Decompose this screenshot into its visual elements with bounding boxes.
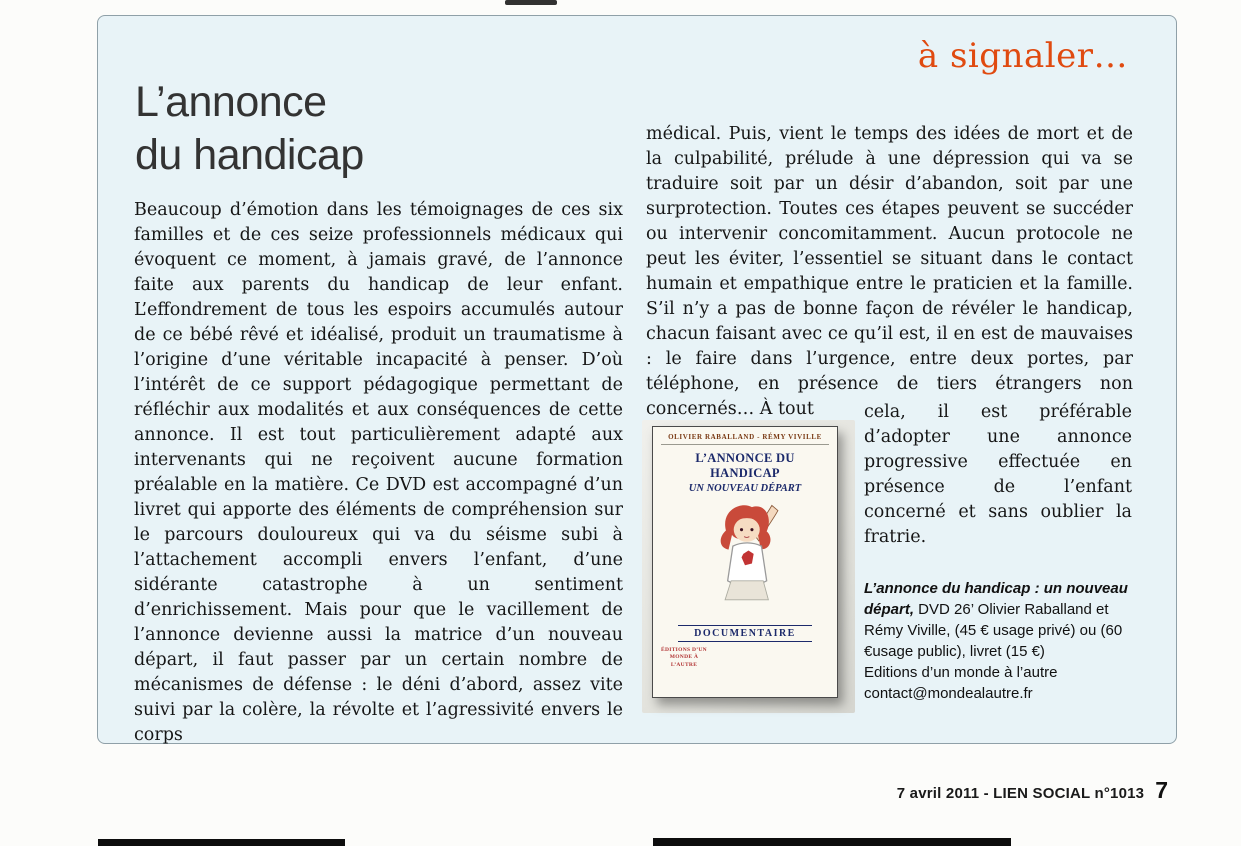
article-title <box>135 76 364 182</box>
scan-artifact-bottom-left <box>98 839 345 846</box>
dvd-cover <box>652 426 838 698</box>
dvd-caption-title: L’annonce du handicap : un nouveau départ, <box>864 580 1128 618</box>
dvd-genre-label: DOCUMENTAIRE <box>678 625 812 642</box>
dvd-caption-email: contact@mondealautre.fr <box>864 685 1033 702</box>
scan-artifact-top <box>505 0 557 5</box>
page-footer <box>897 777 1168 804</box>
dvd-caption-publisher: Editions d’un monde à l’autre <box>864 664 1058 681</box>
footer-page-number: 7 <box>1155 777 1168 803</box>
dvd-subtitle: UN NOUVEAU DÉPART <box>688 483 802 494</box>
article-right-column-continued: cela, il est préférable d’adopter une annonce progressive effectuée en présence de l’enfant concerné et sans oublier la fratrie. <box>864 402 1132 547</box>
footer-issue-label: 7 avril 2011 - LIEN SOCIAL n°1013 <box>896 785 1145 802</box>
dvd-title: L’ANNONCE DU HANDICAP <box>695 451 795 480</box>
article-title-line1: L’annonce <box>135 78 327 126</box>
article-panel <box>97 15 1177 744</box>
article-right-column: médical. Puis, vient le temps des idées de mort et de la culpabilité, prélude à une dépression qui va se traduire soit par un désir d’abandon, soit par une surprotection. Toutes ces étapes peuvent se succéder ou intervenir concomitamment. Aucun protocole ne peut les éviter, l’essentiel se situant dans le contact humain et empathique entre le praticien et la famille. S’il n’y a pas de bonne façon de révéler le handicap, chacun faisant avec ce qu’il est, il en est de mauvaises : le faire dans l’urgence, entre deux portes, par téléphone, en présence de tiers étrangers non concernés… À tout <box>646 124 1133 419</box>
dvd-publisher-logo: ÉDITIONS D’UN MONDE À L’AUTRE <box>661 647 707 668</box>
dvd-authors-line: OLIVIER RABALLAND - RÉMY VIVILLE <box>661 433 829 445</box>
dvd-cover-photo <box>642 420 855 713</box>
section-label: à signaler… <box>917 36 1128 76</box>
dvd-cover-illustration <box>693 499 797 621</box>
dvd-caption <box>864 578 1140 704</box>
scan-artifact-bottom-right <box>653 838 1011 846</box>
article-title-line2: du handicap <box>135 131 364 179</box>
article-left-column: Beaucoup d’émotion dans les témoignages de ces six familles et de ces seize professionnels médicaux qui évoquent ce moment, à jamais gravé, de l’annonce faite aux parents du handicap de leur enfant. L’effondrement de tous les espoirs accumulés autour de ce bébé rêvé et idéalisé, produit un traumatisme à l’origine d’une véritable incapacité à penser. D’où l’intérêt de ce support pédagogique permettant de réfléchir aux modalités et aux conséquences de cette annonce. Il est tout particulièrement adapté aux intervenants qui ne reçoivent aucune formation préalable en la matière. Ce DVD est accompagné d’un livret qui apporte des éléments de compréhension sur le parcours douloureux qui va du séisme subi à l’attachement accompli envers l’enfant, d’une sidérante catastrophe à un sentiment d’enrichissement. Mais pour que le vacillement de l’annonce devienne aussi la matrice d’un nouveau départ, il faut passer par un certain nombre de mécanismes de défense : le déni d’abord, assez vite suivi par la colère, la révolte et l’agressivité envers le corps <box>134 200 623 745</box>
dvd-caption-credits: DVD 26’ Olivier Raballand et Rémy Viville, (45 € usage privé) ou (60 €usage public), livret (15 €) <box>864 601 1123 660</box>
